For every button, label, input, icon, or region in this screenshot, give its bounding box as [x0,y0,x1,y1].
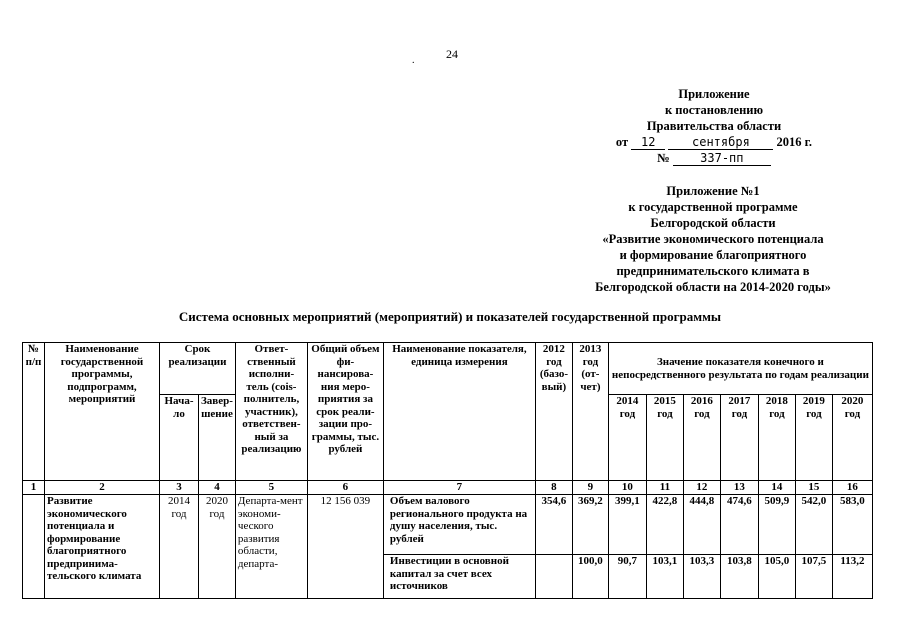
header-2012: 2012 год (базо-вый) [535,343,572,481]
appendix-line: Правительства области [646,119,782,133]
column-number: 7 [383,481,535,495]
indicator-value: 103,1 [646,555,683,599]
header-year: 2016 год [683,395,720,481]
column-number: 13 [720,481,758,495]
document-number-field: 337-пп [673,152,771,166]
program-appendix-line: Приложение №1 [666,184,760,198]
document-title: Система основных мероприятий (мероприятий) и показателей государственной программы [178,309,722,324]
program-appendix-line: Белгородской области на 2014-2020 годы» [595,280,831,294]
indicator-value: 103,8 [720,555,758,599]
indicator-value: 474,6 [720,495,758,555]
header-indicator: Наименование показателя, единица измерения [383,343,535,481]
header-values-group: Значение показателя конечного и непосредственного результата по годам реализации [608,343,872,395]
indicator-2013: 100,0 [572,555,608,599]
indicator-value: 422,8 [646,495,683,555]
program-end: 2020 год [199,495,236,599]
indicator-value: 509,9 [758,495,795,555]
indicator-2012: 354,6 [535,495,572,555]
header-term-start: Нача-ло [160,395,199,481]
indicator-value: 103,3 [683,555,720,599]
date-prefix: от [615,135,629,149]
header-year: 2018 год [758,395,795,481]
column-number: 16 [832,481,872,495]
date-year: 2016 г. [776,135,813,149]
header-2013: 2013 год (от-чет) [572,343,608,481]
appendix-line: Приложение [678,87,750,101]
program-appendix-line: «Развитие экономического потенциала [602,232,824,246]
program-table [22,342,873,599]
column-number: 4 [199,481,236,495]
column-number: 14 [758,481,795,495]
column-number: 10 [608,481,646,495]
program-appendix-line: предпринимательского климата в [616,264,810,278]
appendix-header [598,86,830,166]
header-year: 2014 год [608,395,646,481]
header-term-end: Завер-шение [199,395,236,481]
header-name: Наименование государственной программы, подпрограмм, мероприятий [45,343,160,481]
column-number: 8 [535,481,572,495]
program-responsible: Департа-мент экономи-ческого развития области, департа- [235,495,307,599]
appendix-date [598,134,830,150]
column-number: 12 [683,481,720,495]
appendix-number [598,150,830,166]
indicator-value: 542,0 [795,495,832,555]
program-appendix-line: и формирование благоприятного [619,248,807,262]
row-no [23,495,45,599]
column-numbers-row [23,481,873,495]
number-prefix: № [657,151,670,165]
table-row [23,495,873,555]
program-volume: 12 156 039 [307,495,383,599]
header-year: 2017 год [720,395,758,481]
program-appendix-line: к государственной программе [628,200,798,214]
program-start: 2014 год [160,495,199,599]
column-number: 15 [795,481,832,495]
indicator-name: Инвестиции в основной капитал за счет всех источников [383,555,535,599]
indicator-value: 583,0 [832,495,872,555]
column-number: 5 [235,481,307,495]
header-no: № п/п [23,343,45,481]
indicator-name: Объем валового регионального продукта на душу населения, тыс. рублей [383,495,535,555]
indicator-value: 444,8 [683,495,720,555]
column-number: 2 [45,481,160,495]
column-number: 9 [572,481,608,495]
column-number: 3 [160,481,199,495]
header-year: 2015 год [646,395,683,481]
indicator-value: 399,1 [608,495,646,555]
header-year: 2019 год [795,395,832,481]
program-appendix [556,183,870,295]
indicator-2013: 369,2 [572,495,608,555]
column-number: 6 [307,481,383,495]
date-month-field: сентября [668,136,773,150]
indicator-value: 105,0 [758,555,795,599]
column-number: 1 [23,481,45,495]
indicator-value: 107,5 [795,555,832,599]
page-number: 24 [446,47,458,61]
header-year: 2020 год [832,395,872,481]
program-name: Развитие экономического потенциала и формирование благоприятного предпринима-тельского климата [45,495,160,599]
program-appendix-line: Белгородской области [650,216,776,230]
header-term: Срок реализации [160,343,236,395]
stray-mark: . [412,55,415,66]
header-volume: Общий объем фи-нансирова-ния меро-приятия за срок реали-зации про-граммы, тыс. рублей [307,343,383,481]
date-day-field: 12 [631,136,665,150]
column-number: 11 [646,481,683,495]
appendix-line: к постановлению [664,103,764,117]
header-responsible: Ответ-ственный исполни-тель (сois-полнитель, участник), ответствен-ный за реализацию [235,343,307,481]
indicator-value: 90,7 [608,555,646,599]
indicator-2012 [535,555,572,599]
indicator-value: 113,2 [832,555,872,599]
